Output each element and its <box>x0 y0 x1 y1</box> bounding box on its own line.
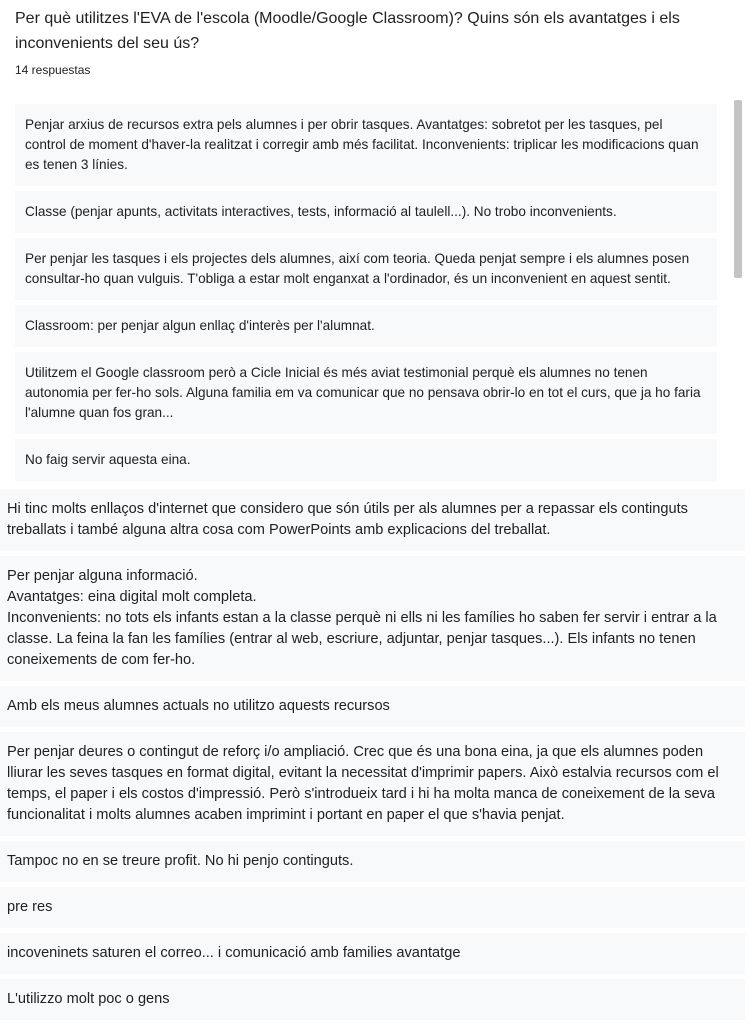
response-item: Utilitzem el Google classroom però a Cicle Inicial és més aviat testimonial perquè els alumnes no tenen autonomia per fer-ho sols. Alguna familia em va comunicar que no pensava obrir-lo en tot el curs, que ja ho faria l'alumne quan fos gran... <box>15 352 717 434</box>
response-item: pre res <box>0 887 745 928</box>
response-item: No faig servir aquesta eina. <box>15 439 717 481</box>
question-title: Per què utilitzes l'EVA de l'escola (Moodle/Google Classroom)? Quins són els avantatges i els inconvenients del seu ús? <box>15 10 680 52</box>
response-count: 14 respuestas <box>15 63 91 77</box>
outer-response-list <box>0 489 745 1025</box>
response-item: incoveninets saturen el correo... i comunicació amb families avantatge <box>0 933 745 974</box>
response-item: L'utilizzo molt poc o gens <box>0 979 745 1020</box>
response-item: Classroom: per penjar algun enllaç d'interès per l'alumnat. <box>15 305 717 347</box>
response-item: Penjar arxius de recursos extra pels alumnes i per obrir tasques. Avantatges: sobretot per les tasques, pel control de moment d'haver-la realitzat i corregir amb més facilitat. Inconvenients: triplicar les modificacions quan es tenen 3 línies. <box>15 104 717 186</box>
scrollbar-thumb[interactable] <box>734 100 742 278</box>
response-item: Tampoc no en se treure profit. No hi penjo continguts. <box>0 841 745 882</box>
response-item: Per penjar les tasques i els projectes dels alumnes, així com teoria. Queda penjat sempre i els alumnes posen consultar-ho quan vulguis. T'obliga a estar molt enganxat a l'ordinador, és un inconvenient en aquest sentit. <box>15 238 717 300</box>
response-item: Per penjar deures o contingut de reforç i/o ampliació. Crec que és una bona eina, ja que els alumnes poden lliurar les seves tasques en format digital, evitant la necessitat d'imprimir papers. Això estalvia recursos com el temps, el paper i els costos d'impressió. Però s'introdueix tard i hi ha molta manca de coneixement de la seva funcionalitat i molts alumnes acaben imprimint i portant en paper el que s'havia penjat. <box>0 732 745 836</box>
response-item: Per penjar alguna informació. Avantatges: eina digital molt completa. Inconvenients: no tots els infants estan a la classe perquè ni ells ni les famílies ho saben fer servir i entrar a la classe. La feina la fan les famílies (entrar al web, escriure, adjuntar, penjar tasques...). Els infants no tenen coneixements de com fer-ho. <box>0 556 745 681</box>
response-item: Amb els meus alumnes actuals no utilitzo aquests recursos <box>0 686 745 727</box>
response-item: Classe (penjar apunts, activitats interactives, tests, informació al taulell...). No trobo inconvenients. <box>15 191 717 233</box>
response-item: Hi tinc molts enllaços d'internet que considero que són útils per als alumnes per a repassar els continguts treballats i també alguna altra cosa com PowerPoints amb explicacions del treballat. <box>0 489 745 551</box>
inner-response-list[interactable] <box>15 104 717 486</box>
